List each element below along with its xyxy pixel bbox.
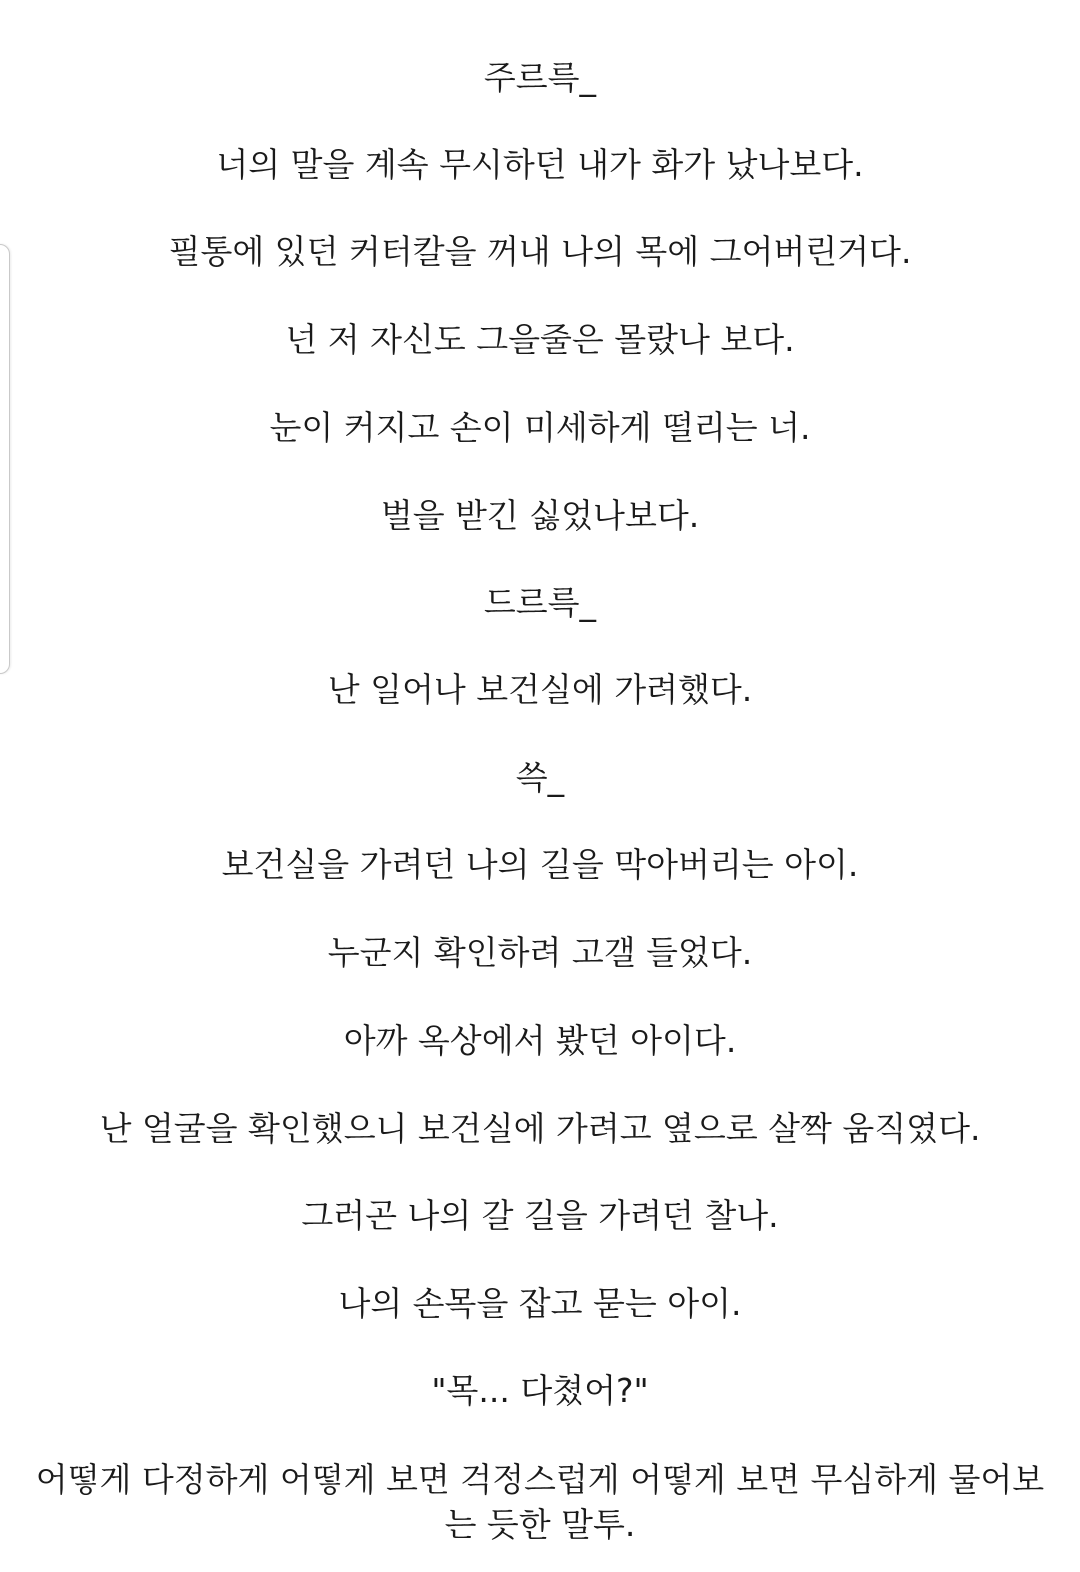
story-line: 누군지 확인하려 고갤 들었다. <box>327 933 753 972</box>
story-line: 너의 말을 계속 무시하던 내가 화가 났나보다. <box>216 145 864 184</box>
story-line: 아까 옥상에서 봤던 아이다. <box>343 1021 737 1060</box>
story-line: 넌 저 자신도 그을줄은 몰랐나 보다. <box>285 320 795 359</box>
story-line: 주르륵_ <box>483 58 597 97</box>
story-line: 벌을 받긴 싫었나보다. <box>380 496 700 535</box>
story-line: 난 일어나 보건실에 가려했다. <box>327 670 753 709</box>
story-line: 난 얼굴을 확인했으니 보건실에 가려고 옆으로 살짝 움직였다. <box>99 1109 981 1148</box>
story-line: 그러곤 나의 갈 길을 가려던 찰나. <box>301 1196 779 1235</box>
story-line: 나의 손목을 잡고 묻는 아이. <box>338 1284 742 1323</box>
story-line: 어떻게 다정하게 어떻게 보면 걱정스럽게 어떻게 보면 무심하게 물어보는 듯한 말투. <box>35 1460 1045 1544</box>
story-line: 눈이 커지고 손이 미세하게 떨리는 너. <box>269 408 811 447</box>
story-line: 드르륵_ <box>483 583 597 622</box>
story-line: 보건실을 가려던 나의 길을 막아버리는 아이. <box>221 845 859 884</box>
story-line: 필통에 있던 커터칼을 꺼내 나의 목에 그어버린거다. <box>168 232 912 271</box>
story-line: 쓱_ <box>515 758 565 797</box>
story-line: "목... 다쳤어?" <box>431 1371 649 1410</box>
